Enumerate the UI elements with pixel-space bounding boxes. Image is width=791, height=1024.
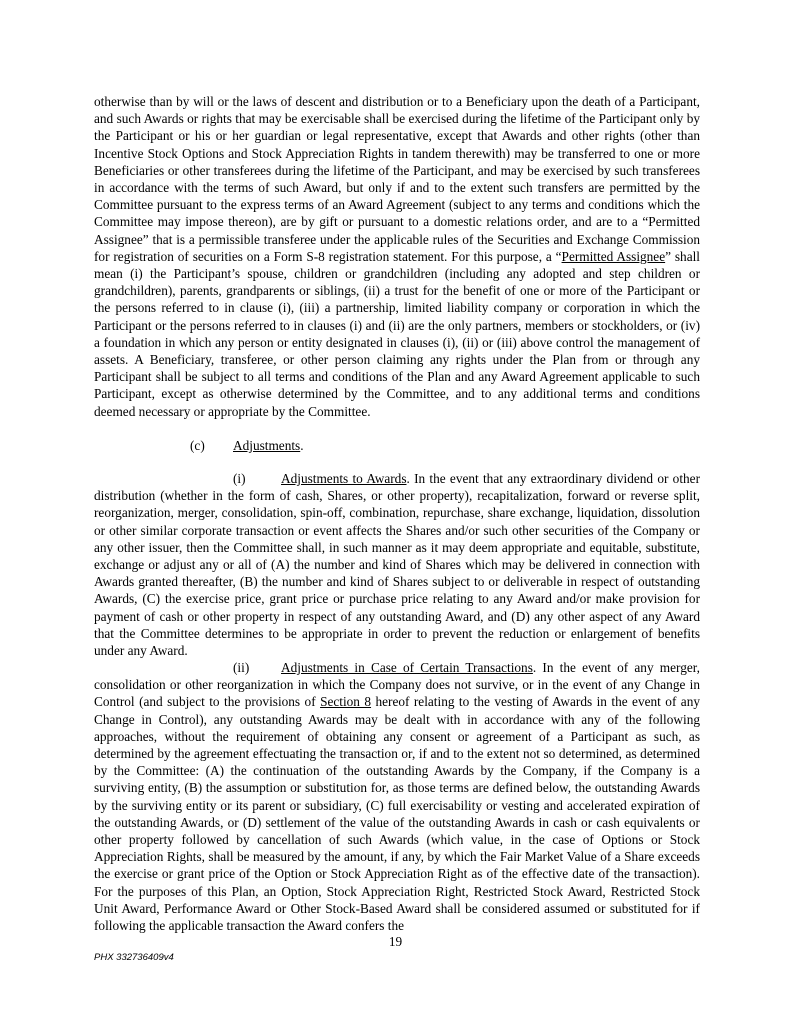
section-number: (c) xyxy=(190,438,205,453)
subsection-title: Adjustments to Awards xyxy=(281,471,407,486)
paragraph-text: otherwise than by will or the laws of descent and distribution or to a Beneficiary upon the death of a Participant, and such Awards or rights that may be exercisable shall be exercised during the lifetime of the Participant only by the Participant or his or her guardian or legal representative, except that Awards and other rights (other than Incentive Stock Options and Stock Appreciation Rights in tandem therewith) may be transferred to one or more Beneficiaries or other transferees during the lifetime of the Participant, and may be exercised by such transferees in accordance with the terms of such Award, but only if and to the extent such transfers are permitted by the Committee pursuant to the express terms of an Award Agreement (subject to any terms and conditions which the Committee may impose thereon), are by gift or pursuant to a domestic relations order, and are to a “Permitted Assignee” that is a permissible transferee under the applicable rules of the Securities and Exchange Commission for registration of securities on a Form S-8 registration statement. For this purpose, a “ xyxy=(94,94,700,264)
subsection-number: (i) xyxy=(233,471,246,486)
section-heading-adjustments: (c) Adjustments. xyxy=(190,438,304,453)
paragraph-text: . In the event that any extraordinary dividend or other distribution (whether in the form of cash, Shares, or other property), recapitalization, forward or reverse split, reorganization, merger, consolidation, spin-off, combination, repurchase, share exchange, liquidation, dissolution or other similar corporate transaction or event affects the Shares and/or such other securities of the Company or any other issuer, then the Committee shall, in such manner as it may deem appropriate and equitable, substitute, exchange or adjust any or all of (A) the number and kind of Shares which may be delivered in connection with Awards granted thereafter, (B) the number and kind of Shares subject to or deliverable in respect of outstanding Awards, (C) the exercise price, grant price or purchase price relating to any Award and/or make provision for payment of cash or other property in respect of any outstanding Award, and (D) any other aspect of any Award that the Committee determines to be appropriate in order to prevent the reduction or enlargement of benefits under any Award. xyxy=(94,471,700,659)
document-id: PHX 332736409v4 xyxy=(94,952,174,963)
paragraph-transferability xyxy=(94,93,700,420)
paragraph-text: . In the event of any merger, consolidation or other reorganization in which the Company does not survive, or in the event of any Change in Control (and subject to the provisions of xyxy=(94,660,700,710)
subsection-number: (ii) xyxy=(233,660,250,675)
section-title: Adjustments xyxy=(233,438,301,453)
subsection-title: Adjustments in Case of Certain Transactions xyxy=(281,660,533,675)
paragraph-certain-transactions xyxy=(94,659,700,934)
defined-term-permitted-assignee: Permitted Assignee xyxy=(561,248,666,264)
paragraph-text: ” shall mean (i) the Participant’s spouse, children or grandchildren (including any adopted and step children or grandchildren), parents, grandparents or siblings, (ii) a trust for the benefit of one or more of the Participant or the persons referred to in clause (i), (iii) a partnership, limited liability company or corporation in which the Participant or the persons referred to in clauses (i) and (ii) are the only partners, members or stockholders, or (iv) a foundation in which any person or entity designated in clauses (i), (ii) or (iii) above control the management of assets. A Beneficiary, transferee, or other person claiming any rights under the Plan from or through any Participant shall be subject to all terms and conditions of the Plan and any Award Agreement applicable to such Participant, except as otherwise determined by the Committee, and to any additional terms and conditions deemed necessary or appropriate by the Committee. xyxy=(94,248,700,419)
paragraph-adjustments-to-awards xyxy=(94,470,700,659)
paragraph-text: hereof relating to the vesting of Awards in the event of any Change in Control), any outstanding Awards may be dealt with in accordance with any of the following approaches, without the requirement of obtaining any consent or agreement of a Participant as such, as determined by the agreement effectuating the transaction or, if and to the extent not so determined, as determined by the Committee: (A) the continuation of the outstanding Awards by the Company, if the Company is a surviving entity, (B) the assumption or substitution for, as those terms are defined below, the outstanding Awards by the surviving entity or its parent or subsidiary, (C) full exercisability or vesting and accelerated expiration of the outstanding Awards, or (D) settlement of the value of the outstanding Awards in cash or cash equivalents or other property followed by cancellation of such Awards (which value, in the case of Options or Stock Appreciation Rights, shall be measured by the amount, if any, by which the Fair Market Value of a Share exceeds the exercise or grant price of the Option or Stock Appreciation Right as of the effective date of the transaction). For the purposes of this Plan, an Option, Stock Appreciation Right, Restricted Stock Award, Restricted Stock Unit Award, Performance Award or Other Stock-Based Award shall be considered assumed or substituted for if following the applicable transaction the Award confers the xyxy=(94,694,701,934)
section-reference-link[interactable]: Section 8 xyxy=(320,694,372,710)
page-number: 19 xyxy=(388,934,403,949)
